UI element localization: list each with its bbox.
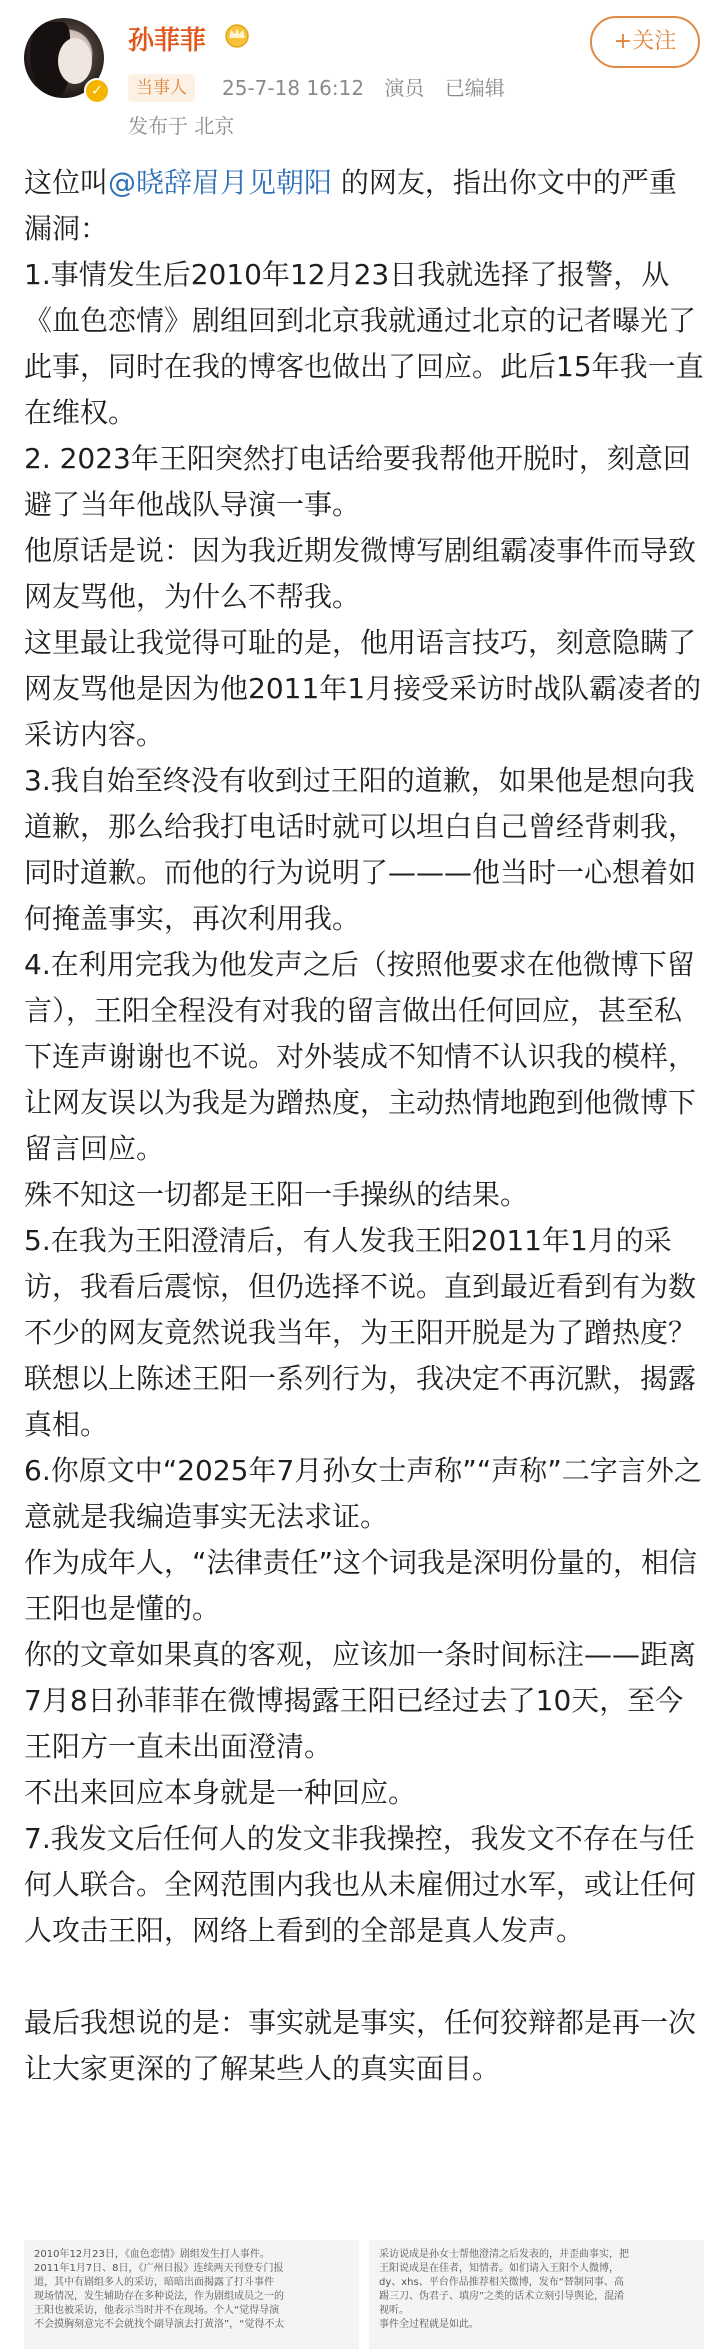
paragraph: 7.我发文后任何人的发文非我操控，我发文不存在与任何人联合。全网范围内我也从未雇佣过水军，或让任何人攻击王阳，网络上看到的全部是真人发声。 [24,1822,697,1947]
intro-suffix: 的网友，指出你文中的严重漏洞： [24,166,677,245]
attachment-line: 王阳也被采访，他表示当时并不在现场。个人“觉得导演 [34,2305,280,2316]
closing-paragraph: 最后我想说的是：事实就是事实，任何狡辩都是再一次让大家更深的了解某些人的真实面目。 [24,2006,697,2085]
paragraph: 作为成年人，“法律责任”这个词我是深明份量的，相信王阳也是懂的。 [24,1546,698,1625]
paragraph: 这里最让我觉得可耻的是，他用语言技巧，刻意隐瞒了网友骂他是因为他2011年1月接受采访时战队霸凌者的采访内容。 [24,626,702,751]
spacer [24,1954,704,2000]
attachment-images [24,2240,704,2349]
attachment-line: 事件全过程就是如此。 [379,2319,479,2330]
paragraph: 他原话是说：因为我近期发微博写剧组霸凌事件而导致网友骂他，为什么不帮我。 [24,534,697,613]
paragraph: 3.我自始至终没有收到过王阳的道歉，如果他是想向我道歉，那么给我打电话时就可以坦白自己曾经背刺我，同时道歉。而他的行为说明了———他当时一心想着如何掩盖事实，再次利用我。 [24,764,697,935]
paragraph: 殊不知这一切都是王阳一手操纵的结果。 [24,1178,529,1211]
attachment-line: 采访说成是孙女士帮他澄清之后发表的，并歪曲事实，把 [379,2249,629,2260]
attachment-image-right[interactable] [369,2240,704,2349]
verified-icon: ✓ [84,78,110,104]
attachment-line: 王阳说成是在佳者，知情者。如们请入王阳个人微博， [379,2263,619,2274]
crown-icon [222,22,252,48]
paragraph: 1.事情发生后2010年12月23日我就选择了报警，从《血色恋情》剧组回到北京我就通过北京的记者曝光了此事，同时在我的博客也做出了回应。此后15年我一直在维权。 [24,258,704,429]
attachment-image-left[interactable] [24,2240,359,2349]
user-occupation: 演员 [384,76,425,100]
paragraph: 你的文章如果真的客观，应该加一条时间标注——距离7月8日孙菲菲在微博揭露王阳已经过去了10天，至今王阳方一直未出面澄清。 [24,1638,697,1763]
attachment-line: 2011年1月7日、8日，《广州日报》连续两天刊登专门报 [34,2263,284,2274]
attachment-line: 踢三刀、伪君子、填房”之类的话术立刻引导舆论，混淆 [379,2291,625,2302]
attachment-line: 不会摸胸刻意完不会就找个副导演去打黄洛”，“觉得不太 [34,2319,285,2330]
attachment-line: 视听。 [379,2305,409,2316]
edited-label[interactable]: 已编辑 [444,76,505,100]
user-name[interactable]: 孙菲菲 [128,26,207,56]
avatar-face [58,38,92,84]
paragraph: 6.你原文中“2025年7月孙女士声称”“声称”二字言外之意就是我编造事实无法求证。 [24,1454,702,1533]
attachment-line: 现场情况，发生辅助存在多种说法，作为剧组成员之一的 [34,2291,284,2302]
follow-button[interactable]: +关注 [590,16,700,68]
post-date: 25-7-18 16:12 [222,76,365,100]
post-header [0,0,720,160]
post-meta [222,74,519,102]
paragraph: 5.在我为王阳澄清后，有人发我王阳2011年1月的采访，我看后震惊，但仍选择不说。直到最近看到有为数不少的网友竟然说我当年，为王阳开脱是为了蹭热度？联想以上陈述王阳一系列行为，我决定不再沉默，揭露真相。 [24,1224,697,1441]
post-body [24,160,704,2092]
party-badge: 当事人 [128,74,195,102]
paragraph: 不出来回应本身就是一种回应。 [24,1776,417,1809]
paragraph: 4.在利用完我为他发声之后（按照他要求在他微博下留言），王阳全程没有对我的留言做出任何回应，甚至私下连声谢谢也不说。对外装成不知情不认识我的模样，让网友误以为我是为蹭热度，主动热情地跑到他微博下留言回应。 [24,948,697,1165]
intro-prefix: 这位叫 [24,166,109,199]
mention-link[interactable]: @晓辞眉月见朝阳 [108,166,333,199]
attachment-line: 2010年12月23日，《血色恋情》剧组发生打人事件。 [34,2249,270,2260]
attachment-line: dy、xhs、平台作品推荐相关微博，发布“替制同事、高 [379,2277,624,2288]
post-location: 发布于 北京 [128,114,235,138]
attachment-line: 道，其中有剧组多人的采访，暗暗出面揭露了打斗事件 [34,2277,274,2288]
paragraph: 2. 2023年王阳突然打电话给要我帮他开脱时，刻意回避了当年他战队导演一事。 [24,442,691,521]
intro-paragraph [24,160,704,252]
